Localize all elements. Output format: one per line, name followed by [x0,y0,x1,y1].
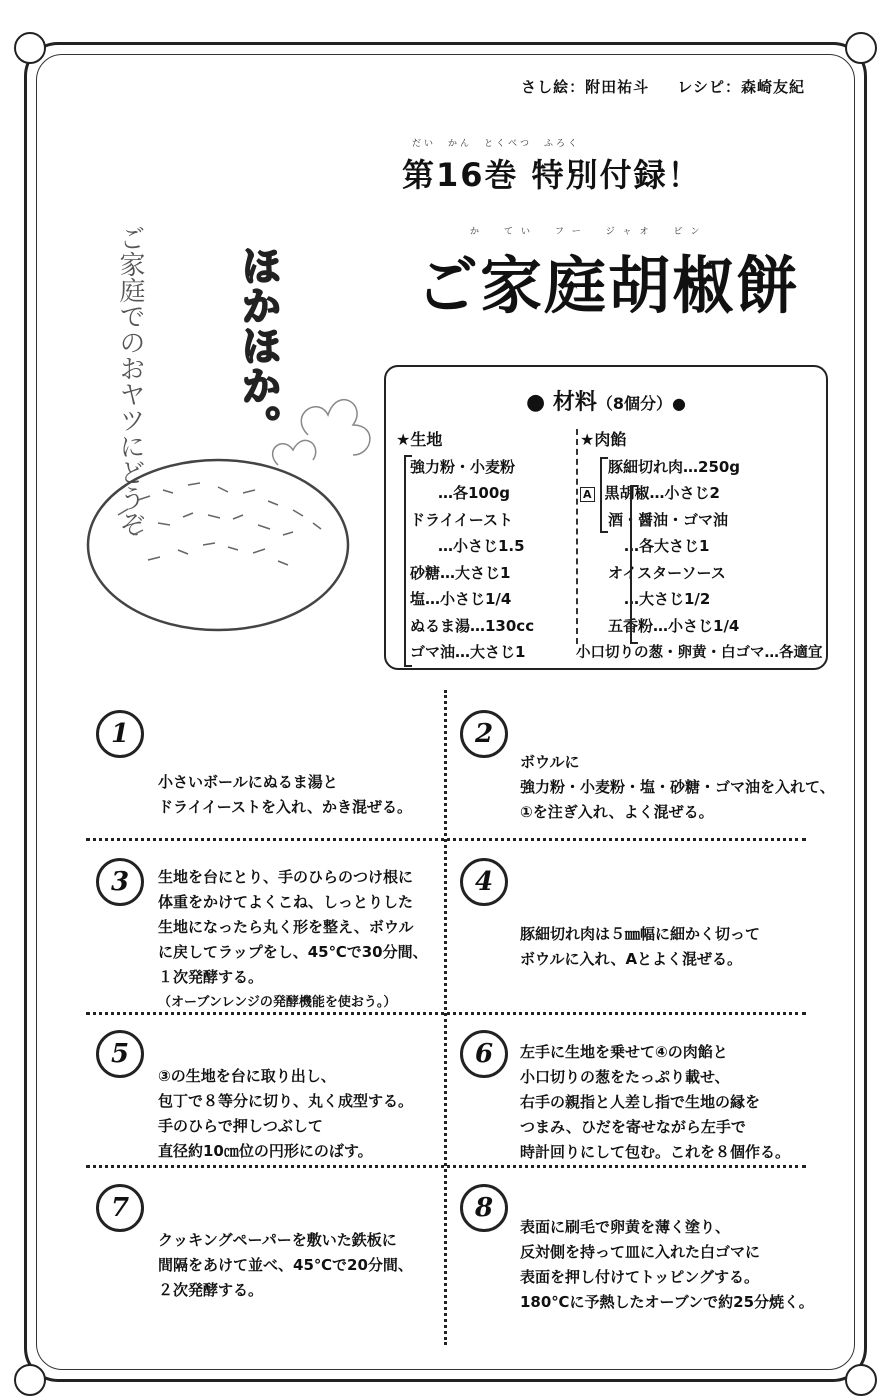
step-line: 小さいボールにぬるま湯と [158,773,338,791]
step-line: ①を注ぎ入れ、よく混ぜる。 [520,803,714,821]
step-3-text [158,865,428,1015]
filling-item: 黒胡椒…小さじ2 [604,484,720,502]
dough-item: 強力粉・小麦粉 [410,457,516,476]
step-2-text [520,750,835,825]
filling-bracket [600,457,608,533]
dough-item: ぬるま湯…130cc [410,616,535,635]
filling-item: オイスターソース [608,563,726,582]
step-line: ボウルに入れ、Aとよく混ぜる。 [520,950,743,968]
step-line: ボウルに [520,753,580,771]
step-line: ③の生地を台に取り出し、 [158,1067,336,1085]
step-7-number: 7 [96,1184,144,1232]
dough-item: 砂糖…大さじ1 [410,563,511,582]
step-line: 左手に生地を乗せて④の肉餡と [520,1043,728,1061]
step-7-text [158,1228,413,1303]
credits [499,76,805,97]
step-line: 間隔をあけて並べ、45℃で20分間、 [158,1256,413,1274]
step-line: に戻してラップをし、45℃で30分間、 [158,943,428,961]
corner-ornament [14,1364,46,1396]
dough-heading: ★生地 [396,430,443,449]
filling-heading: ★肉餡 [580,430,627,449]
dough-item: 塩…小さじ1/4 [410,590,512,608]
filling-item: 豚細切れ肉…250g [608,457,741,476]
ingredients-title [386,385,826,416]
dough-item: ゴマ油…大さじ1 [410,643,526,661]
step-1-text [158,770,412,820]
step-line: 直径約10㎝位の円形にのばす。 [158,1142,373,1160]
step-line: 手のひらで押しつぶして [158,1117,323,1135]
steam [273,400,370,465]
servings: （8個分）● [596,394,686,413]
filling-item: 五香粉…小さじ1/4 [608,616,740,635]
page-title: ご家庭胡椒餅 [416,249,801,322]
corner-ornament [14,32,46,64]
step-line: 強力粉・小麦粉・塩・砂糖・ゴマ油を入れて、 [520,778,835,796]
steps-vertical-divider [444,690,447,1345]
ingredients-divider [576,429,578,644]
group-a-label: A [580,487,595,502]
filling-item: …各大さじ1 [624,537,710,555]
step-6-number: 6 [460,1030,508,1078]
group-a-bracket [630,485,638,644]
step-5-text [158,1064,413,1164]
step-8-number: 8 [460,1184,508,1232]
step-line: 豚細切れ肉は５㎜幅に細かく切って [520,925,761,943]
dough-column [396,427,534,666]
dough-bracket [404,455,412,667]
step-6-text [520,1040,790,1165]
step-3-number: 3 [96,858,144,906]
step-1-number: 1 [96,710,144,758]
subtitle-ruby: だい かん とくべつ ふろく [412,139,581,149]
step-line: 右手の親指と人差し指で生地の縁を [520,1093,761,1111]
step-line: 時計回りにして包む。これを８個作る。 [520,1143,791,1161]
illustration-credit: さし絵：附田祐斗 [521,78,650,96]
step-line: 反対側を持って皿に入れた白ゴマに [520,1243,761,1261]
step-4-number: 4 [460,858,508,906]
step-line: 180℃に予熱したオーブンで約25分焼く。 [520,1293,814,1311]
step-line: 表面に刷毛で卵黄を薄く塗り、 [520,1218,731,1236]
step-line: つまみ、ひだを寄せながら左手で [520,1118,746,1136]
step-line: 生地を台にとり、手のひらのつけ根に [158,868,414,886]
step-8-text [520,1215,814,1315]
garnish-line: 小口切りの葱・卵黄・白ゴマ…各適宜 [576,645,823,661]
steps-divider [86,1165,806,1168]
step-4-text [520,922,760,972]
ingredients-box [384,365,828,670]
corner-ornament [845,32,877,64]
step-line: 体重をかけてよくこね、しっとりした [158,893,414,911]
bun-shape [88,460,348,630]
hokahoka-text: ほかほか。 [235,245,281,445]
step-line: 小口切りの葱をたっぷり載せ、 [520,1068,730,1086]
filling-item: …大さじ1/2 [624,590,711,608]
step-line: ドライイーストを入れ、かき混ぜる。 [158,798,412,816]
dough-item: …小さじ1.5 [438,537,525,555]
step-line: １次発酵する。 [158,968,264,986]
step-line: 生地になったら丸く形を整え、ボウル [158,918,414,936]
ingredients-heading: ● 材料 [526,390,597,415]
filling-item: 酒・醤油・ゴマ油 [608,510,729,529]
side-caption: ご家庭でのおヤツにどうぞ [115,225,145,537]
sesame-pattern [118,483,321,565]
recipe-credit: レシピ：森崎友紀 [677,78,805,96]
corner-ornament [845,1364,877,1396]
step-line: 包丁で８等分に切り、丸く成型する。 [158,1092,414,1110]
page-subtitle: 第16巻 特別付録！ [402,156,702,194]
step-line: クッキングペーパーを敷いた鉄板に [158,1231,397,1249]
step-note: （オーブンレンジの発酵機能を使おう。） [158,995,397,1010]
step-5-number: 5 [96,1030,144,1078]
steps-divider [86,838,806,841]
dough-item: ドライイースト [410,510,514,529]
dough-item: …各100g [438,484,511,502]
title-ruby: か てい フー ジャオ ビン [470,227,708,237]
step-2-number: 2 [460,710,508,758]
bun-illustration [78,205,378,635]
step-line: 表面を押し付けてトッピングする。 [520,1268,759,1286]
step-line: ２次発酵する。 [158,1281,264,1299]
